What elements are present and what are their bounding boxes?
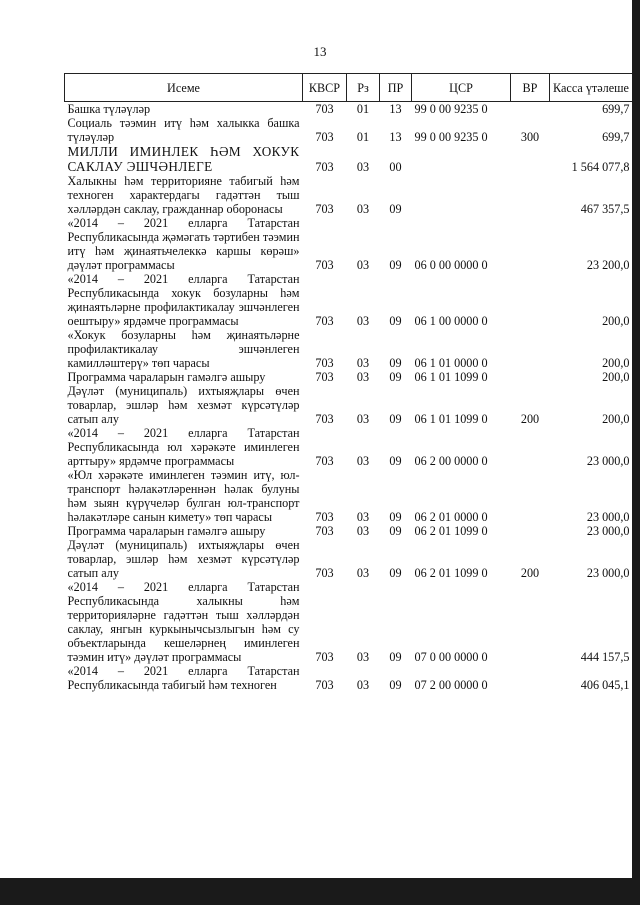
cell-pr: 00 [389, 160, 402, 174]
cell-csr: 06 2 01 0000 0 [414, 510, 488, 524]
scan-edge-shadow-bottom [0, 878, 640, 905]
cell-rz: 03 [356, 412, 370, 426]
cell-kvsr: 703 [315, 678, 334, 692]
cell-kvsr: 703 [315, 510, 334, 524]
table-row [65, 580, 633, 664]
cell-amount: 406 045,1 [580, 678, 630, 692]
header-vr: ВР [511, 74, 550, 102]
cell-vr: 200 [520, 412, 540, 426]
cell-vr: 300 [520, 130, 540, 144]
cell-kvsr: 703 [315, 202, 334, 216]
cell-pr: 13 [389, 130, 402, 144]
table-row [65, 144, 633, 174]
cell-name: «2014 – 2021 елларга Татарстан Республикасында җәмәгать тәртибен тәэмин итү һәм җинаятьчелеккә каршы көрәш» дәүләт программасы [67, 216, 300, 272]
cell-pr: 13 [389, 102, 402, 116]
cell-amount: 23 000,0 [586, 454, 630, 468]
cell-rz: 03 [356, 202, 370, 216]
cell-pr: 09 [389, 566, 402, 580]
cell-kvsr: 703 [315, 102, 334, 116]
cell-pr: 09 [389, 356, 402, 370]
cell-vr [511, 664, 550, 692]
cell-name: Социаль тәэмин итү һәм халыкка башка түләүләр [67, 116, 300, 144]
cell-vr [511, 216, 550, 272]
cell-pr: 09 [389, 524, 402, 538]
scan-edge-shadow-right [632, 0, 640, 878]
cell-vr [511, 426, 550, 468]
cell-vr [511, 174, 550, 216]
cell-pr: 09 [389, 650, 402, 664]
cell-csr: 06 1 01 1099 0 [414, 370, 488, 384]
table-row [65, 468, 633, 524]
cell-name: Программа чараларын гамәлгә ашыру [67, 370, 266, 384]
cell-pr: 09 [389, 202, 402, 216]
cell-rz: 03 [356, 160, 370, 174]
cell-kvsr: 703 [315, 160, 334, 174]
cell-rz: 01 [356, 102, 370, 116]
table-row [65, 116, 633, 144]
table-row [65, 216, 633, 272]
cell-csr: 06 0 00 0000 0 [414, 258, 488, 272]
cell-rz: 03 [356, 510, 370, 524]
cell-pr: 09 [389, 678, 402, 692]
cell-rz: 03 [356, 356, 370, 370]
cell-kvsr: 703 [315, 650, 334, 664]
cell-name: Башка түләүләр [67, 102, 151, 116]
table-row [65, 102, 633, 117]
cell-csr: 06 2 00 0000 0 [414, 454, 488, 468]
cell-vr: 200 [520, 566, 540, 580]
cell-vr [511, 144, 550, 174]
cell-csr: 06 2 01 1099 0 [414, 524, 488, 538]
cell-vr [511, 328, 550, 370]
cell-amount: 699,7 [602, 102, 630, 116]
table-header-row [65, 74, 633, 102]
cell-csr: 07 0 00 0000 0 [414, 650, 488, 664]
table-row [65, 370, 633, 384]
table-row [65, 328, 633, 370]
cell-name: Дәүләт (муниципаль) ихтыяҗлары өчен товарлар, эшләр һәм хезмәт күрсәтүләр сатып алу [67, 384, 300, 426]
cell-name: «2014 – 2021 елларга Татарстан Республикасында халыкны һәм территорияләрне гадәттән тыш хәлләрдән саклау, янгын куркынычсызлыгын һәм су объектларында кешеләрнең иминлеген тәэмин итү» дәүләт программасы [67, 580, 300, 664]
cell-name: «2014 – 2021 елларга Татарстан Республикасында хокук бозуларны һәм җинаятьләрне профилактикалау эшчәнлеген оештыру» ярдәмче программасы [67, 272, 300, 328]
cell-pr: 09 [389, 454, 402, 468]
cell-amount: 699,7 [602, 130, 630, 144]
cell-amount: 1 564 077,8 [571, 160, 630, 174]
cell-rz: 03 [356, 370, 370, 384]
cell-pr: 09 [389, 370, 402, 384]
cell-rz: 03 [356, 314, 370, 328]
table-row [65, 664, 633, 692]
cell-csr: 06 2 01 1099 0 [414, 566, 488, 580]
cell-kvsr: 703 [315, 566, 334, 580]
table-row [65, 524, 633, 538]
cell-amount: 200,0 [602, 412, 630, 426]
table-row [65, 174, 633, 216]
cell-pr: 09 [389, 258, 402, 272]
cell-kvsr: 703 [315, 454, 334, 468]
table-row [65, 384, 633, 426]
cell-name: «Хокук бозуларны һәм җинаятьләрне профилактикалау эшчәнлеген камилләштерү» төп чарасы [67, 328, 300, 370]
cell-rz: 01 [356, 130, 370, 144]
cell-csr: 99 0 00 9235 0 [414, 102, 488, 116]
cell-name: «2014 – 2021 елларга Татарстан Республикасында табигый һәм техноген [67, 664, 300, 692]
cell-vr [511, 370, 550, 384]
cell-kvsr: 703 [315, 370, 334, 384]
cell-rz: 03 [356, 454, 370, 468]
cell-vr [511, 272, 550, 328]
page-number: 13 [313, 44, 327, 59]
cell-name: «2014 – 2021 елларга Татарстан Республикасында юл хәрәкәте иминлеген арттыру» ярдәмче программасы [67, 426, 300, 468]
cell-amount: 200,0 [602, 314, 630, 328]
cell-csr: 07 2 00 0000 0 [414, 678, 488, 692]
header-pr: ПР [380, 74, 412, 102]
cell-amount: 23 000,0 [586, 510, 630, 524]
cell-name: Халыкны һәм территорияне табигый һәм техноген характердагы гадәттән тыш хәлләрдән саклау, гражданнар оборонасы [67, 174, 300, 216]
cell-name: МИЛЛИ ИМИНЛЕК ҺӘМ ХОКУК САКЛАУ ЭШЧӘНЛЕГЕ [67, 144, 300, 174]
cell-rz: 03 [356, 650, 370, 664]
cell-name: Дәүләт (муниципаль) ихтыяҗлары өчен товарлар, эшләр һәм хезмәт күрсәтүләр сатып алу [67, 538, 300, 580]
cell-csr [412, 174, 511, 216]
cell-kvsr: 703 [315, 356, 334, 370]
cell-amount: 444 157,5 [580, 650, 630, 664]
cell-kvsr: 703 [315, 258, 334, 272]
cell-amount: 467 357,5 [580, 202, 630, 216]
budget-execution-table [64, 73, 633, 692]
cell-pr: 09 [389, 510, 402, 524]
header-csr: ЦСР [412, 74, 511, 102]
header-kvsr: КВСР [303, 74, 347, 102]
cell-vr [511, 524, 550, 538]
cell-amount: 23 000,0 [586, 524, 630, 538]
cell-csr: 06 1 01 0000 0 [414, 356, 488, 370]
cell-vr [511, 580, 550, 664]
cell-pr: 09 [389, 412, 402, 426]
cell-kvsr: 703 [315, 412, 334, 426]
header-name: Исеме [65, 74, 303, 102]
cell-rz: 03 [356, 258, 370, 272]
cell-kvsr: 703 [315, 314, 334, 328]
cell-pr: 09 [389, 314, 402, 328]
table-row [65, 272, 633, 328]
cell-csr [412, 144, 511, 174]
header-rz: Рз [347, 74, 380, 102]
cell-rz: 03 [356, 524, 370, 538]
header-amount: Касса үтәлеше [550, 74, 633, 102]
cell-rz: 03 [356, 566, 370, 580]
cell-rz: 03 [356, 678, 370, 692]
cell-amount: 23 200,0 [586, 258, 630, 272]
cell-csr: 06 1 00 0000 0 [414, 314, 488, 328]
table-row [65, 426, 633, 468]
cell-kvsr: 703 [315, 130, 334, 144]
cell-name: Программа чараларын гамәлгә ашыру [67, 524, 266, 538]
cell-csr: 99 0 00 9235 0 [414, 130, 488, 144]
table-row [65, 538, 633, 580]
cell-amount: 200,0 [602, 370, 630, 384]
cell-csr: 06 1 01 1099 0 [414, 412, 488, 426]
cell-vr [511, 468, 550, 524]
cell-name: «Юл хәрәкәте иминлеген тәэмин итү, юл-транспорт һәлакәтләреннән һәлак булуны һәм зыян күрүчеләр булган юл-транспорт һәлакәтләре санын кимету» төп чарасы [67, 468, 300, 524]
cell-vr [511, 102, 550, 117]
cell-amount: 200,0 [602, 356, 630, 370]
cell-kvsr: 703 [315, 524, 334, 538]
cell-amount: 23 000,0 [586, 566, 630, 580]
